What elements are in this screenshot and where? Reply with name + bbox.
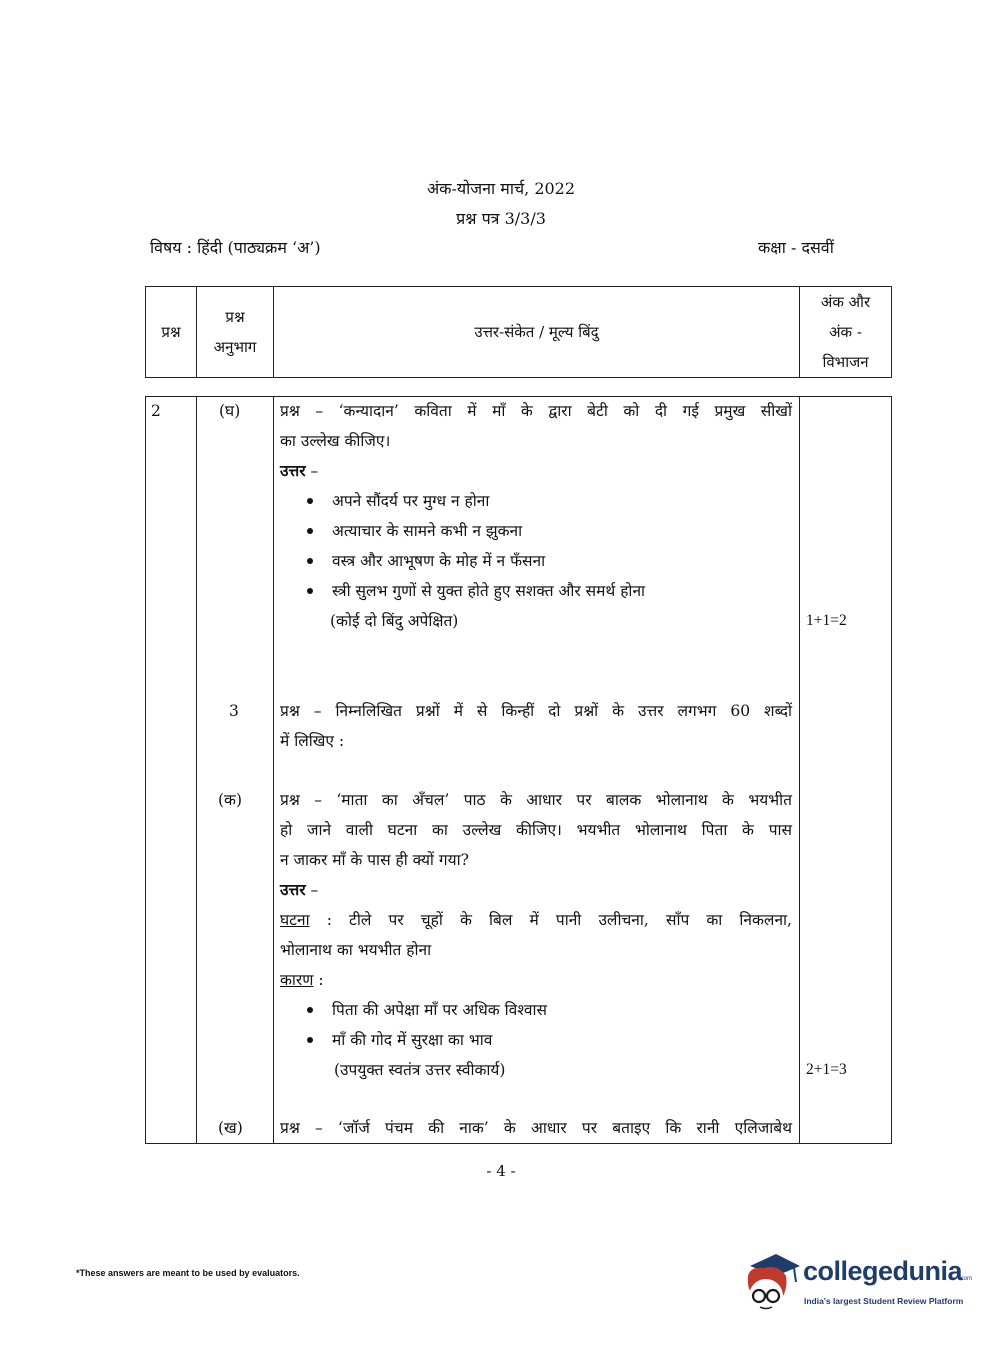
question-text: न जाकर माँ के पास ही क्यों गया? [280, 851, 469, 869]
collegedunia-logo [742, 1250, 972, 1320]
page-number: - 4 - [486, 1162, 516, 1180]
list-item: पिता की अपेक्षा माँ पर अधिक विश्वास [332, 1001, 547, 1019]
logo-tagline: India's largest Student Review Platform [804, 1296, 964, 1306]
mascot-icon [742, 1252, 802, 1316]
document-title: अंक-योजना मार्च, 2022 [426, 179, 576, 198]
question-number: 2 [151, 402, 161, 420]
logo-wordmark: collegedunia [803, 1256, 963, 1286]
header-marks-line1: अंक और [820, 293, 871, 311]
bullet-icon [307, 498, 313, 504]
header-marks-line2: अंक - [829, 323, 862, 341]
answer-table [145, 396, 892, 1144]
bullet-icon [307, 558, 313, 564]
reason-colon: : [318, 971, 324, 989]
answer-note: (कोई दो बिंदु अपेक्षित) [330, 612, 459, 630]
question-text: प्रश्न – ‘जॉर्ज पंचम की नाक’ के आधार पर बताइए कि रानी एलिजाबेथ [280, 1119, 792, 1137]
list-item: अपने सौंदर्य पर मुग्ध न होना [332, 492, 490, 510]
answer-dash: – [310, 462, 319, 480]
marks-value: 2+1=3 [806, 1061, 847, 1078]
marks-value: 1+1=2 [806, 612, 847, 629]
question-text: का उल्लेख कीजिए। [280, 432, 391, 450]
class-label: कक्षा - दसवीं [758, 238, 834, 257]
header-section [197, 287, 274, 378]
list-item: माँ की गोद में सुरक्षा का भाव [332, 1031, 493, 1049]
list-item: स्त्री सुलभ गुणों से युक्त होते हुए सशक्त और समर्थ होना [332, 582, 646, 600]
event-text: : टीले पर चूहों के बिल में पानी उलीचना, साँप का निकलना, [326, 911, 792, 929]
header-question: प्रश्न [146, 287, 197, 378]
answer-dash: – [310, 881, 319, 899]
question-text: प्रश्न – निम्नलिखित प्रश्नों में से किन्हीं दो प्रश्नों के उत्तर लगभग 60 शब्दों [280, 702, 792, 720]
header-marks-line3: विभाजन [822, 353, 869, 371]
reason-heading [280, 965, 324, 995]
event-text: भोलानाथ का भयभीत होना [280, 941, 432, 959]
answer-note: (उपयुक्त स्वतंत्र उत्तर स्वीकार्य) [334, 1061, 506, 1079]
bullet-icon [307, 1007, 313, 1013]
logo-domain-suffix: .com [959, 1276, 973, 1282]
event-label: घटना [280, 911, 310, 929]
question-number: 3 [229, 702, 239, 720]
header-answer-hints: उत्तर-संकेत / मूल्य बिंदु [274, 287, 800, 378]
subject-label: विषय : हिंदी (पाठ्यक्रम ‘अ’) [150, 238, 321, 257]
question-text: प्रश्न – ‘माता का अँचल’ पाठ के आधार पर बालक भोलानाथ के भयभीत [280, 791, 792, 809]
event-line [280, 905, 792, 935]
column-header-table [145, 286, 892, 378]
section-label: (घ) [219, 402, 241, 420]
footer-note: *These answers are meant to be used by evaluators. [76, 1268, 300, 1278]
section-label: (क) [218, 791, 242, 809]
bullet-icon [307, 1037, 313, 1043]
question-text: हो जाने वाली घटना का उल्लेख कीजिए। भयभीत भोलानाथ पिता के पास [280, 821, 792, 839]
header-section-line1: प्रश्न [225, 308, 245, 326]
answer-label: उत्तर [280, 880, 306, 899]
header-marks [800, 287, 892, 378]
list-item: वस्त्र और आभूषण के मोह में न फँसना [332, 552, 546, 570]
question-text: प्रश्न – ‘कन्यादान’ कविता में माँ के द्वारा बेटी को दी गई प्रमुख सीखों [280, 402, 792, 420]
answer-heading [280, 456, 318, 486]
bullet-icon [307, 588, 313, 594]
bullet-icon [307, 528, 313, 534]
answer-heading [280, 875, 318, 905]
reason-label: कारण [280, 971, 314, 989]
question-text: में लिखिए : [280, 732, 345, 750]
answer-label: उत्तर [280, 461, 306, 480]
header-section-line2: अनुभाग [213, 338, 257, 356]
section-label: (ख) [218, 1119, 243, 1137]
question-paper-code: प्रश्न पत्र 3/3/3 [456, 209, 546, 228]
list-item: अत्याचार के सामने कभी न झुकना [332, 522, 523, 540]
